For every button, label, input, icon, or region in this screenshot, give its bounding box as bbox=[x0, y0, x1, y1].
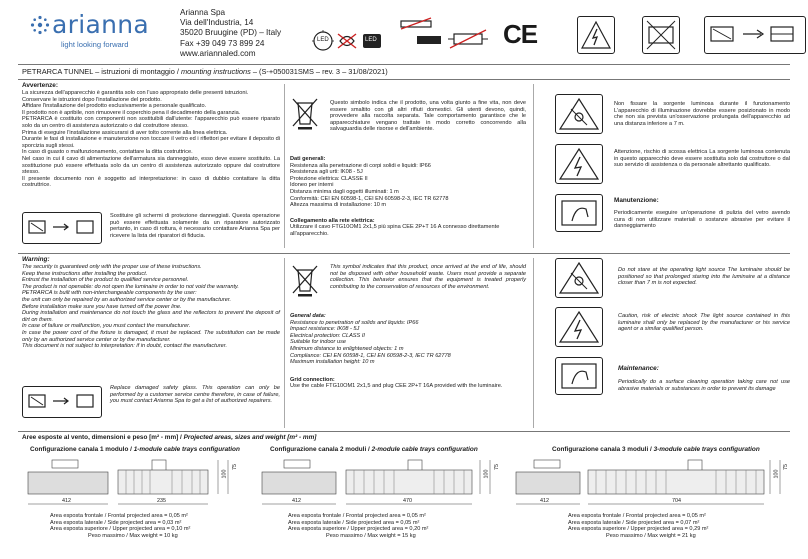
config-line: Area esposta laterale / Side projected area = 0,03 m² bbox=[50, 519, 182, 526]
ce-mark-icon bbox=[502, 16, 538, 52]
it-general-line: Altezza massima di installazione: 10 m bbox=[290, 202, 387, 209]
it-general-heading: Dati generali: bbox=[290, 156, 326, 162]
it-general-line: Conformità: CEI EN 60598-1, CEI EN 60598-2-3, IEC TR 62778 bbox=[290, 195, 449, 202]
en-general-line: Resistance to penetration of solids and liquids: IP66 bbox=[290, 319, 419, 326]
config-values bbox=[288, 513, 428, 539]
config-title-it: Configurazione canala 1 modulo / bbox=[30, 446, 134, 453]
dim-length: 704 bbox=[672, 498, 681, 504]
en-warning-section bbox=[22, 256, 280, 350]
driver-icon bbox=[416, 34, 442, 46]
it-para: Nel caso in cui il cavo di alimentazione dell'armatura sia danneggiato, esso deve essere sostituito. La sostituzione può essere effettuata solo da un centro di assistenza autorizzato oppure dal costruttore stesso. bbox=[22, 155, 280, 176]
config-title bbox=[552, 446, 760, 453]
config-line: Area esposta frontale / Frontal projected area = 0,05 m² bbox=[50, 513, 188, 519]
config-line: Area esposta laterale / Side projected area = 0,05 m² bbox=[288, 519, 420, 526]
dim-height-1: 75 bbox=[783, 464, 789, 470]
en-para: the unit can only be repaired by an authorized service center or by the manufacturer. bbox=[22, 296, 232, 303]
it-para: Prima di eseguire l'installazione assicurarsi di aver tolto corrente alla linea elettrica. bbox=[22, 129, 228, 136]
company-line: Via dell'Industria, 14 bbox=[180, 18, 254, 28]
title-code: – (S-+050031SMS – rev. 3 – 31/08/2021) bbox=[250, 67, 388, 76]
it-para: La sicurezza dell'apparecchio è garantita solo con l'uso appropriato delle presenti istruzioni. bbox=[22, 90, 249, 96]
en-para: During installation and maintenance do not touch the glass and the reflectors to prevent the deposit of dirt on them. bbox=[22, 310, 280, 323]
it-maintenance-heading: Manutenzione: bbox=[614, 197, 659, 204]
en-para: Keep these instructions after installing the product. bbox=[22, 270, 148, 277]
it-shock-text: Attenzione, rischio di scossa elettrica La sorgente luminosa contenuta in questo apparecchio deve essere sostituita solo dal costruttore o dal suo servizio di assistenza o da personale altrettanto qualificato. bbox=[614, 149, 790, 169]
config-values bbox=[568, 513, 708, 539]
no-cover-icon bbox=[642, 16, 680, 54]
dim-height-1: 75 bbox=[232, 464, 238, 470]
en-para: The product is not openable: do not open the luminaire in order to not void the warranty. bbox=[22, 283, 239, 290]
areas-heading bbox=[22, 434, 316, 441]
config-title bbox=[30, 446, 240, 453]
document-title bbox=[22, 67, 388, 76]
config-3 bbox=[512, 446, 798, 556]
dim-length: 235 bbox=[157, 498, 166, 504]
dim-height-2: 100 bbox=[773, 469, 780, 479]
en-para: This document is not subject to interpretation: if in doubt, contact the manufacturer. bbox=[22, 343, 228, 350]
it-warning-heading: Avvertenze: bbox=[22, 82, 58, 89]
config-values bbox=[50, 513, 190, 539]
wipe-hand-icon bbox=[555, 194, 603, 232]
config-line: Area esposta superiore / Upper projected area = 0,20 m² bbox=[288, 526, 429, 533]
it-weee-text: Questo simbolo indica che il prodotto, una volta giunto a fine vita, non deve essere smaltito con gli altri rifiuti domestici. Gli utenti devono, quindi, provvedere alla raccolta separata. Tale comportamento garantisce che le apparecchiature vengano trattate in modo corretto concorrendo alla salvaguardia delle risorse e dell'ambiente. bbox=[330, 100, 526, 133]
config-title-it: Configurazione canala 3 moduli / bbox=[552, 446, 654, 453]
title-it: PETRARCA TUNNEL – istruzioni di montaggio / bbox=[22, 67, 181, 76]
shock-warning-icon bbox=[555, 144, 603, 184]
en-maintenance-heading: Maintenance: bbox=[618, 365, 659, 372]
weee-bin-icon bbox=[290, 96, 320, 130]
it-general-line: Idoneo per interni bbox=[290, 182, 334, 189]
it-warning-section bbox=[22, 82, 280, 189]
en-connection-text: Use the cable FTG10OM1 2x1,5 and plug CEE 2P+T 16A provided with the luminaire. bbox=[290, 383, 503, 390]
dim-length: 470 bbox=[403, 498, 412, 504]
en-warning-heading: Warning: bbox=[22, 256, 50, 263]
it-connection-text: Utilizzare il cavo FTG10OM1 2x1,5 più spina CEE 2P+T 16 A connesso direttamente all'apparecchio. bbox=[290, 224, 500, 237]
luminaire-drawing bbox=[258, 456, 502, 514]
it-para: Conservare le istruzioni dopo l'installazione del prodotto. bbox=[22, 96, 162, 103]
en-general-line: Minimum distance to enlightened objects: 1 m bbox=[290, 345, 404, 352]
header bbox=[18, 6, 790, 68]
dim-height-1: 75 bbox=[494, 464, 500, 470]
it-connection-heading: Collegamento alla rete elettrica: bbox=[290, 217, 375, 224]
wipe-hand-icon bbox=[555, 357, 603, 395]
areas-heading-it: Aree esposte al vento, dimensioni e peso [m² - mm] / bbox=[22, 434, 184, 441]
company-line: Arianna Spa bbox=[180, 8, 226, 17]
weee-bin-icon bbox=[290, 263, 320, 297]
arianna-star-logo bbox=[30, 15, 50, 35]
en-stare-text: Do not stare at the operating light source The luminaire should be positioned so that prolonged staring into the luminaire at a distance closer than 7 m is not expected. bbox=[618, 267, 790, 287]
en-para: In case the power cord of the fixture is damaged, it must be replaced. The substitution can be made only by an authorized service center or by the manufacturer. bbox=[22, 329, 280, 343]
en-shock-text: Caution, risk of electric shock The light source contained in this luminaire shall only be replaced by the manufacturer or his service agent or a similar qualified person. bbox=[618, 313, 790, 333]
company-address bbox=[180, 8, 281, 59]
luminaire-drawing bbox=[22, 456, 242, 514]
en-para: Before installation make sure you have turned off the power line. bbox=[22, 303, 182, 310]
shock-warning-icon bbox=[555, 307, 603, 347]
dim-height-2: 100 bbox=[483, 469, 490, 479]
company-line: Fax +39 049 73 899 24 bbox=[180, 38, 265, 48]
config-2 bbox=[258, 446, 510, 556]
config-line: Area esposta superiore / Upper projected area = 0,29 m² bbox=[568, 526, 709, 533]
it-warning-text bbox=[22, 90, 280, 189]
it-stare-text: Non fissare la sorgente luminosa durante il funzionamento L'apparecchio di illuminazione dovrebbe essere posizionato in modo che non sia prevista un'osservazione prolungata dell'apparecchio ad una distanza inferiore a 7 m. bbox=[614, 101, 790, 127]
en-general-heading: General data: bbox=[290, 313, 326, 319]
en-general-line: Suitable for indoor use bbox=[290, 339, 346, 346]
config-title-en: 3-module cable trays configuration bbox=[653, 446, 760, 453]
config-line: Peso massimo / Max weight = 10 kg bbox=[88, 532, 178, 539]
glass-replace-icon bbox=[22, 386, 102, 418]
it-para: Affidare l'installazione del prodotto esclusivamente a personale qualificato. bbox=[22, 103, 207, 110]
en-general-line: Electrical protection: CLASS II bbox=[290, 332, 365, 339]
brand-name: arianna bbox=[52, 10, 149, 39]
led-label-2: LED bbox=[365, 37, 377, 43]
driver-icon bbox=[448, 28, 488, 52]
it-general-line: Resistenza agli urti: IK08 - 5J bbox=[290, 169, 363, 176]
it-general-data bbox=[290, 156, 530, 238]
config-title-en: 1-module cable trays configuration bbox=[133, 446, 240, 453]
en-general-line: Impact resistance: IK08 - 5J bbox=[290, 326, 360, 333]
en-para: PETRARCA is built with non-interchangeable components by the user: bbox=[22, 290, 197, 297]
en-glass-note: Replace damaged safety glass. This operation can only be performed by a customer service centre therefore, in case of failure, you must contact Arianna Spa to get a list of authorized repairers. bbox=[110, 385, 280, 405]
en-maintenance-text: Periodically do a surface cleaning operation taking care not use abrasive materials or substances in order to prevent its damage bbox=[618, 379, 790, 392]
en-general-data bbox=[290, 313, 530, 390]
it-para: Il presente documento non è soggetto ad interpretazione: in caso di dubbio contattare la ditta costruttrice. bbox=[22, 175, 280, 189]
config-line: Area esposta frontale / Frontal projected area = 0,05 m² bbox=[288, 513, 426, 519]
crossed-bulb-icon bbox=[336, 32, 358, 50]
config-line: Peso massimo / Max weight = 15 kg bbox=[326, 532, 416, 539]
glass-replace-icon bbox=[22, 212, 102, 244]
config-line: Area esposta superiore / Upper projected area = 0,10 m² bbox=[50, 526, 191, 533]
config-line: Peso massimo / Max weight = 21 kg bbox=[606, 532, 696, 539]
company-line: 35020 Bruugine (PD) – Italy bbox=[180, 28, 282, 38]
luminaire-arrow-icon bbox=[704, 16, 806, 54]
en-warning-text bbox=[22, 264, 280, 350]
config-title-en: 2-module cable trays configuration bbox=[371, 446, 478, 453]
dim-total: 412 bbox=[292, 498, 301, 504]
it-para: PETRARCA è costituito con componenti non sostituibili dall'utente: l'apparecchio può essere riparato solo da un centro di assistenza autorizzato o dal costruttore stesso. bbox=[22, 116, 280, 129]
brand-tagline: light looking forward bbox=[61, 40, 129, 49]
it-general-line: Resistenza alla penetrazione di corpi solidi e liquidi: IP66 bbox=[290, 162, 431, 169]
luminaire-drawing bbox=[512, 456, 790, 514]
fluorescent-tube-icon bbox=[399, 17, 433, 31]
it-maintenance-text: Periodicamente eseguire un'operazione di pulizia del vetro avendo cura di non utilizzare materiali o sostanze abrasive per evitare il danneggiamento bbox=[614, 210, 790, 230]
en-para: Entrust the installation of the product to qualified service personnel. bbox=[22, 277, 189, 284]
en-para: In case of failure or malfunction, you must contact the manufacturer. bbox=[22, 323, 191, 330]
dim-total: 412 bbox=[540, 498, 549, 504]
title-en: mounting instructions bbox=[180, 67, 251, 76]
config-line: Area esposta laterale / Side projected area = 0,07 m² bbox=[568, 519, 700, 526]
it-glass-note: Sostituire gli schermi di protezione danneggiati. Questa operazione può essere effettuata solamente da un riparatore autorizzato pertanto, in caso di rottura, è necessario contattare Arianna Spa per ricevere la lista dei riparatori di fiducia. bbox=[110, 213, 280, 239]
areas-heading-en: Projected areas, sizes and weight [m² - mm] bbox=[183, 434, 317, 441]
en-weee-text: This symbol indicates that this product, once arrived at the end of life, should not be disposed with other household waste. Users must provide a separate collection. This behavior ensures that the equipment is treated properly contributing to the conservation of resources of the environment. bbox=[330, 264, 526, 290]
led-label: LED bbox=[317, 37, 329, 43]
en-para: The security is guaranteed only with the proper use of these instructions. bbox=[22, 264, 202, 270]
config-title bbox=[270, 446, 478, 453]
dim-height-2: 100 bbox=[221, 469, 228, 479]
en-general-line: Compliance: CEI EN 60598-1, CEI EN 60598-2-3, IEC TR 62778 bbox=[290, 352, 451, 359]
company-line: www.ariannaled.com bbox=[180, 48, 256, 58]
en-general-line: Maximum installation height: 10 m bbox=[290, 359, 375, 366]
it-para: Il prodotto non è apribile, non rimuovere il coperchio pena il decadimento della garanzia. bbox=[22, 109, 241, 116]
no-stare-icon bbox=[555, 94, 603, 134]
it-para: Durante le fasi di installazione e manutenzione non toccare il vetro ed i riflettori per evitare il deposito di sporcizia sugli stessi. bbox=[22, 136, 280, 149]
it-para: In caso di guasto o malfunzionamento, contattare la ditta costruttrice. bbox=[22, 149, 193, 156]
config-line: Area esposta frontale / Frontal projected area = 0,05 m² bbox=[568, 513, 706, 519]
ce-mark: CE bbox=[502, 19, 538, 49]
no-stare-icon bbox=[555, 258, 603, 298]
it-general-line: Distanza minima dagli oggetti illuminati: 1 m bbox=[290, 188, 399, 195]
config-title-it: Configurazione canala 2 moduli / bbox=[270, 446, 372, 453]
en-connection-heading: Grid connection: bbox=[290, 376, 335, 383]
it-general-line: Protezione elettrica: CLASSE II bbox=[290, 175, 368, 182]
hazard-lightning-icon bbox=[577, 16, 615, 54]
dim-total: 412 bbox=[62, 498, 71, 504]
config-1 bbox=[22, 446, 252, 556]
